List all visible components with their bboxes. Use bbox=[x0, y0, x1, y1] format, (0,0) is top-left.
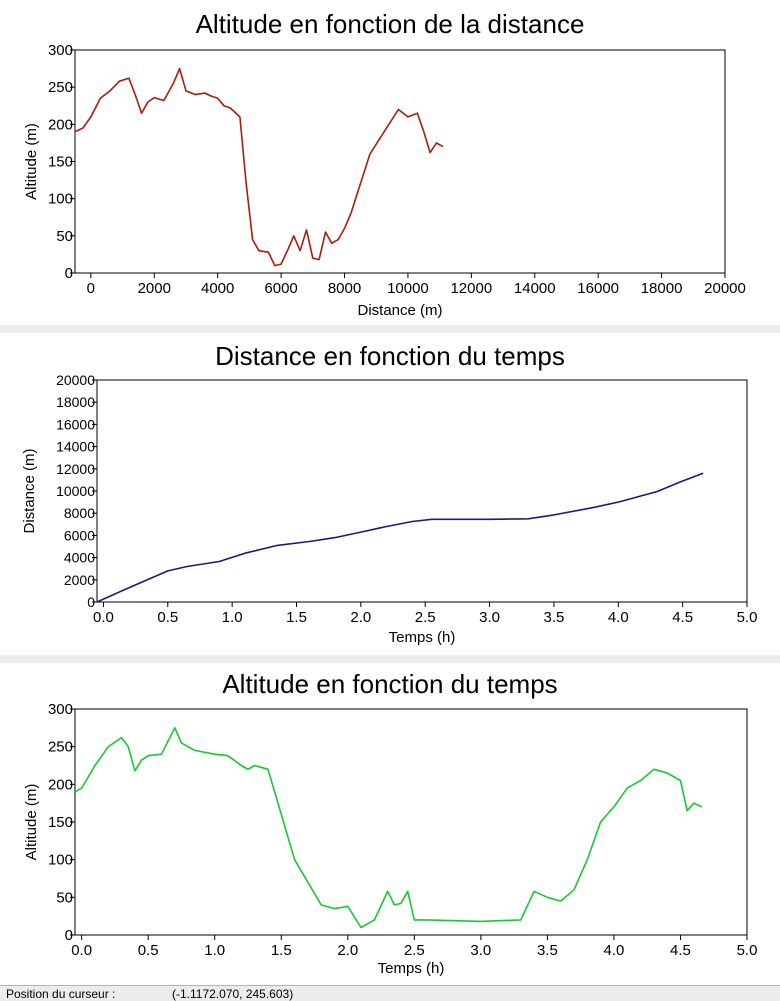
x-tick-label: 3.0 bbox=[479, 609, 501, 626]
distance-time-chart bbox=[0, 333, 780, 655]
x-tick-label: 2.5 bbox=[414, 609, 436, 626]
y-tick-label: 0 bbox=[87, 594, 95, 610]
x-tick-label: 5.0 bbox=[736, 609, 758, 626]
y-tick-label: 200 bbox=[47, 776, 73, 794]
x-tick-label: 4.5 bbox=[672, 609, 694, 626]
x-tick-label: 1.0 bbox=[204, 942, 226, 959]
y-axis-label: Altitude (m) bbox=[23, 123, 40, 200]
y-tick-label: 50 bbox=[56, 889, 73, 907]
x-tick-label: 6000 bbox=[264, 280, 298, 297]
x-tick-label: 2.5 bbox=[403, 942, 425, 959]
altitude-distance-chart bbox=[0, 0, 780, 325]
chart-panel-altitude-distance bbox=[0, 0, 780, 325]
y-tick-label: 12000 bbox=[56, 460, 95, 477]
x-axis-label: Distance (m) bbox=[357, 302, 443, 319]
x-axis-label: Temps (h) bbox=[388, 629, 456, 646]
x-tick-label: 5.0 bbox=[736, 942, 758, 959]
y-tick-label: 20000 bbox=[56, 372, 95, 388]
chart-title: Altitude en fonction de la distance bbox=[195, 9, 585, 39]
x-tick-label: 3.5 bbox=[536, 942, 558, 959]
x-tick-label: 2.0 bbox=[350, 609, 372, 626]
x-tick-label: 3.5 bbox=[543, 609, 565, 626]
x-tick-label: 16000 bbox=[577, 280, 620, 297]
cursor-position-label: Position du curseur : bbox=[6, 987, 116, 1001]
y-tick-label: 14000 bbox=[56, 438, 95, 455]
chart-panel-distance-time bbox=[0, 333, 780, 655]
y-tick-label: 6000 bbox=[63, 527, 95, 544]
x-tick-label: 2.0 bbox=[337, 942, 359, 959]
y-tick-label: 8000 bbox=[63, 505, 95, 522]
chart-panel-altitude-time bbox=[0, 663, 780, 985]
y-axis-label: Altitude (m) bbox=[23, 783, 40, 861]
y-tick-label: 50 bbox=[56, 227, 73, 245]
chart-title: Distance en fonction du temps bbox=[215, 341, 565, 371]
x-tick-label: 4000 bbox=[200, 280, 235, 297]
y-tick-label: 0 bbox=[64, 265, 73, 282]
x-tick-label: 0 bbox=[86, 280, 96, 297]
y-tick-label: 250 bbox=[47, 79, 73, 97]
x-tick-label: 3.0 bbox=[470, 942, 492, 959]
y-tick-label: 10000 bbox=[56, 483, 95, 499]
y-tick-label: 250 bbox=[47, 738, 73, 756]
x-tick-label: 2000 bbox=[137, 280, 171, 297]
chart-title: Altitude en fonction du temps bbox=[222, 669, 558, 699]
x-tick-label: 14000 bbox=[513, 280, 556, 297]
y-tick-label: 2000 bbox=[63, 571, 95, 588]
y-tick-label: 150 bbox=[47, 153, 73, 171]
plot-area bbox=[75, 709, 747, 935]
y-axis-label: Distance (m) bbox=[21, 448, 38, 534]
x-tick-label: 4.0 bbox=[603, 942, 625, 959]
x-tick-label: 4.0 bbox=[607, 609, 629, 626]
y-tick-label: 16000 bbox=[56, 416, 95, 433]
x-tick-label: 0.0 bbox=[71, 942, 93, 959]
y-tick-label: 18000 bbox=[56, 394, 95, 411]
x-tick-label: 20000 bbox=[704, 280, 746, 297]
x-tick-label: 0.5 bbox=[157, 609, 179, 626]
y-tick-label: 150 bbox=[47, 814, 73, 831]
y-tick-label: 0 bbox=[64, 927, 73, 944]
x-tick-label: 0.5 bbox=[137, 942, 159, 959]
x-tick-label: 12000 bbox=[450, 280, 493, 297]
altitude-time-chart bbox=[0, 663, 780, 985]
panel-separator bbox=[0, 325, 780, 333]
y-tick-label: 300 bbox=[47, 701, 73, 718]
y-tick-label: 300 bbox=[47, 42, 73, 59]
status-bar bbox=[0, 985, 780, 1001]
x-tick-label: 4.5 bbox=[670, 942, 691, 959]
y-tick-label: 4000 bbox=[63, 549, 95, 566]
cursor-position-value: (-1.1172.070, 245.603) bbox=[172, 987, 294, 1001]
y-tick-label: 100 bbox=[47, 851, 73, 869]
x-tick-label: 10000 bbox=[387, 280, 429, 297]
y-tick-label: 100 bbox=[47, 190, 73, 208]
plot-area bbox=[97, 380, 747, 602]
x-axis-label: Temps (h) bbox=[377, 960, 445, 977]
x-tick-label: 1.5 bbox=[270, 942, 292, 959]
x-tick-label: 8000 bbox=[327, 280, 362, 297]
x-tick-label: 0.0 bbox=[93, 609, 114, 626]
panel-separator bbox=[0, 655, 780, 663]
x-tick-label: 1.5 bbox=[286, 609, 307, 626]
x-tick-label: 18000 bbox=[640, 280, 683, 297]
y-tick-label: 200 bbox=[47, 116, 73, 134]
x-tick-label: 1.0 bbox=[221, 609, 243, 626]
